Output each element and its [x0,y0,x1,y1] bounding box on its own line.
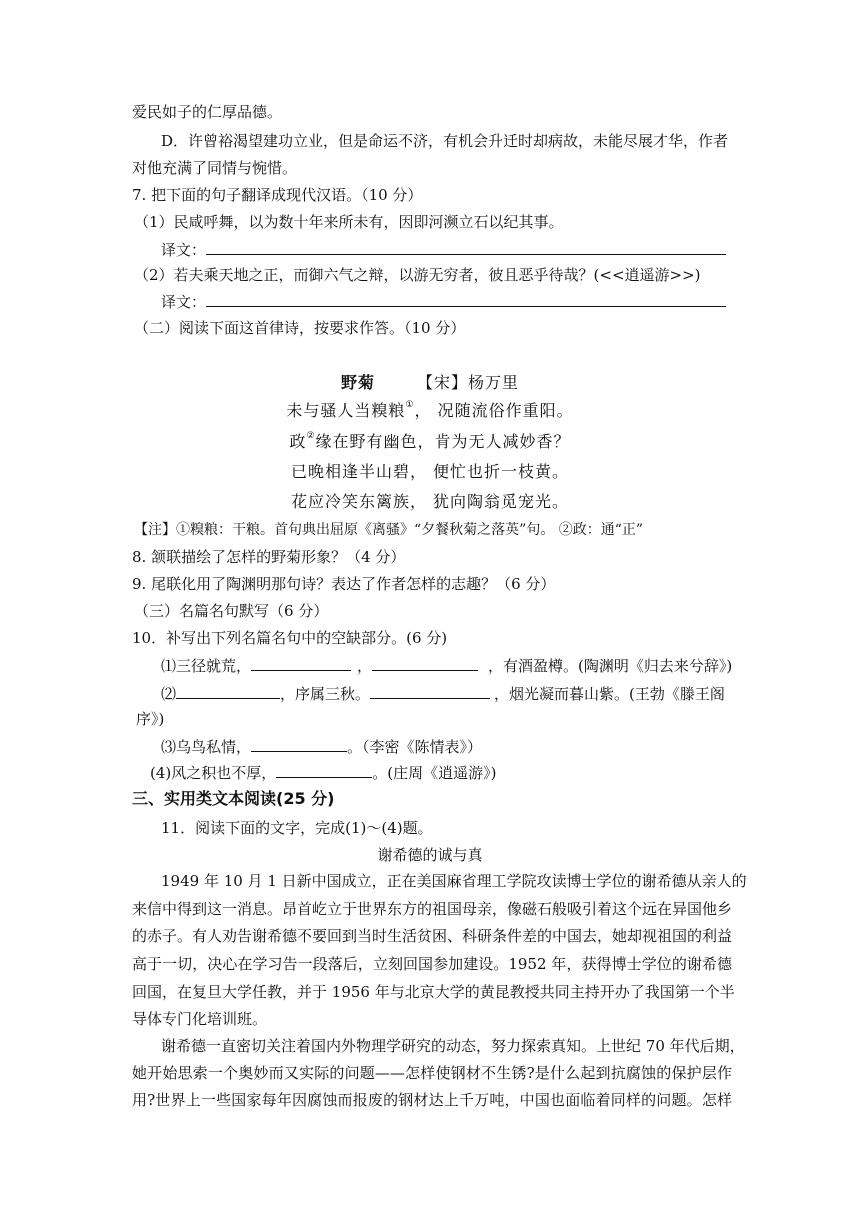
answer-blank[interactable] [276,763,372,778]
poem-line-4: 花应冷笑东篱族， 犹向陶翁觅宠光。 [290,492,570,511]
article-line: 回国，在复旦大学任教，并于 1956 年与北京大学的黄昆教授共同主持开办了我国第一个半 [132,983,735,1001]
section-3-heading: 三、实用类文本阅读(25 分) [132,789,335,808]
answer-blank[interactable] [176,684,280,699]
poem-author: 【宋】杨万里 [417,373,520,392]
question-10-4: (4)风之积也不厚， 。(庄周《逍遥游》) [150,764,497,782]
translation-line-2 [161,292,726,312]
article-line: 用?世界上一些国家每年因腐蚀而报废的钢材达上千万吨，中国也面临着同样的问题。怎样 [132,1091,732,1109]
answer-blank[interactable] [206,292,726,307]
question-10-2: ⑵ ，序属三秋。 ，烟光凝而暮山紫。(王勃《滕王阁 [161,685,725,703]
section-3-sub-heading: （三）名篇名句默写（6 分） [134,602,329,620]
article-line: 的赤子。有人劝告谢希德不要回到当时生活贫困、科研条件差的中国去，她却视祖国的利益 [132,927,733,945]
translation-label: 译文： [161,293,207,311]
question-8: 8. 颔联描绘了怎样的野菊形象？（4 分） [132,548,406,566]
question-10: 10．补写出下列名篇名句中的空缺部分。(6 分) [132,629,448,647]
poem-title: 野菊 [340,373,375,392]
option-d-line: D．许曾裕渴望建功立业，但是命运不济，有机会升迁时却病故，未能尽展才华，作者 [161,132,729,150]
question-11: 11．阅读下面的文字，完成(1)～(4)题。 [161,819,433,837]
article-line: 谢希德一直密切关注着国内外物理学研究的动态，努力探索真知。上世纪 70 年代后期， [161,1037,745,1055]
poem-line-2: 政②缘在野有幽色，肯为无人减妙香？ [289,431,571,451]
note-marker: ① [405,400,415,410]
poem-note: 【注】①糗粮：干粮。首句典出屈原《离骚》“夕餐秋菊之落英”句。 ②政：通“正” [134,522,644,538]
question-7-2: （2）若夫乘天地之正，而御六气之辩，以游无穷者，彼且恶乎待哉？(<<逍遥游>>) [134,266,701,284]
poem-line-3: 已晚相逢半山碧， 便忙也折一枝黄。 [290,462,570,481]
question-7-1: （1）民咸呼舞，以为数十年来所未有，因即河濒立石以纪其事。 [134,213,564,231]
question-7: 7. 把下面的句子翻译成现代汉语。（10 分） [132,186,423,204]
article-line: 高于一切，决心在学习告一段落后，立刻回国参加建设。1952 年，获得博士学位的谢希德 [132,955,732,973]
translation-line-1 [161,240,726,260]
question-10-3: ⑶乌鸟私情， 。（李密《陈情表》） [161,738,483,756]
article-line: 导体专门化培训班。 [132,1010,268,1028]
section-2-heading: （二）阅读下面这首律诗，按要求作答。（10 分） [134,319,466,337]
article-line: 她开始思索一个奥妙而又实际的问题——怎样使钢材不生锈?是什么起到抗腐蚀的保护层作 [132,1064,732,1082]
note-marker: ② [306,431,316,441]
answer-blank[interactable] [372,656,478,671]
translation-label: 译文： [161,241,207,259]
question-10-1: ⑴三径就荒， ， ，有酒盈樽。(陶渊明《归去来兮辞》) [161,657,733,675]
article-line: 1949 年 10 月 1 日新中国成立，正在美国麻省理工学院攻读博士学位的谢希德从亲人的 [161,872,747,890]
article-title: 谢希德的诚与真 [377,846,483,864]
answer-blank[interactable] [251,737,347,752]
text-line: 爱民如子的仁厚品德。 [132,103,283,121]
answer-blank[interactable] [370,684,490,699]
answer-blank[interactable] [251,656,351,671]
poem-line-1: 未与骚人当糗粮①， 况随流俗作重阳。 [286,400,574,420]
poem-header [0,372,860,394]
article-line: 来信中得到这一消息。昂首屹立于世界东方的祖国母亲，像磁石般吸引着这个远在异国他乡 [132,900,733,918]
question-10-2-cont: 序》) [136,710,165,728]
answer-blank[interactable] [206,240,726,255]
question-9: 9. 尾联化用了陶渊明那句诗？表达了作者怎样的志趣？（6 分） [132,575,556,593]
text-line: 对他充满了同情与惋惜。 [132,159,298,177]
